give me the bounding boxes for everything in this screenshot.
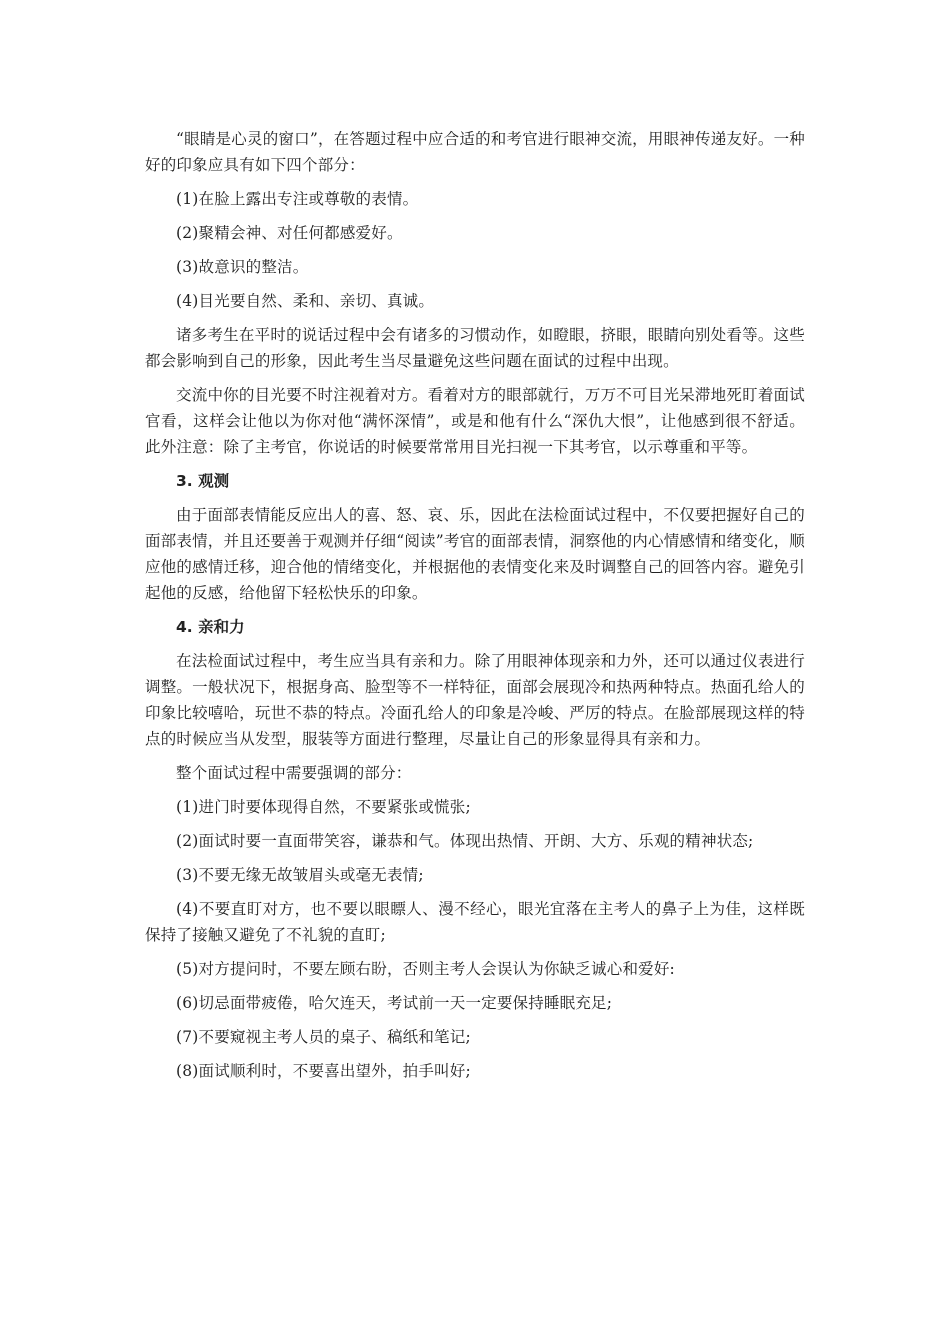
- paragraph-habits: 诸多考生在平时的说话过程中会有诸多的习惯动作，如瞪眼，挤眼，眼睛向别处看等。这些都会影响到自己的形象，因此考生当尽量避免这些问题在面试的过程中出现。: [145, 326, 805, 370]
- list-item: (6)切忌面带疲倦，哈欠连天，考试前一天一定要保持睡眠充足;: [176, 994, 613, 1012]
- paragraph-emphasis-intro: 整个面试过程中需要强调的部分：: [176, 764, 412, 782]
- section-heading-observe: 3. 观测: [176, 472, 230, 490]
- paragraph-observe: 由于面部表情能反应出人的喜、怒、哀、乐，因此在法检面试过程中，不仅要把握好自己的面部表情，并且还要善于观测并仔细“阅读”考官的面部表情，洞察他的内心情感情和绪变化，顺应他的感情迁移，迎合他的情绪变化，并根据他的表情变化来及时调整自己的回答内容。避免引起他的反感，给他留下轻松快乐的印象。: [145, 506, 805, 602]
- paragraph-eye-contact-intro: “眼睛是心灵的窗口”，在答题过程中应合适的和考官进行眼神交流，用眼神传递友好。一种好的印象应具有如下四个部分：: [145, 130, 805, 174]
- list-item: (3)故意识的整洁。: [176, 258, 309, 276]
- list-item: (4)目光要自然、柔和、亲切、真诚。: [176, 292, 435, 310]
- section-heading-affinity: 4. 亲和力: [176, 618, 245, 636]
- document-body: [145, 126, 805, 1092]
- list-item: (8)面试顺利时，不要喜出望外，拍手叫好;: [176, 1062, 471, 1080]
- list-item: (5)对方提问时，不要左顾右盼，否则主考人会误认为你缺乏诚心和爱好:: [176, 960, 675, 978]
- list-item: (3)不要无缘无故皱眉头或毫无表情;: [176, 866, 424, 884]
- list-item: (2)面试时要一直面带笑容，谦恭和气。体现出热情、开朗、大方、乐观的精神状态;: [176, 832, 754, 850]
- paragraph-affinity: 在法检面试过程中，考生应当具有亲和力。除了用眼神体现亲和力外，还可以通过仪表进行调整。一般状况下，根据身高、脸型等不一样特征，面部会展现冷和热两种特点。热面孔给人的印象比较嘻哈，玩世不恭的特点。冷面孔给人的印象是冷峻、严厉的特点。在脸部展现这样的特点的时候应当从发型，服装等方面进行整理，尽量让自己的形象显得具有亲和力。: [145, 652, 805, 748]
- list-item: (1)进门时要体现得自然，不要紧张或慌张;: [176, 798, 471, 816]
- paragraph-gaze: 交流中你的目光要不时注视着对方。看着对方的眼部就行，万万不可目光呆滞地死盯着面试官看，这样会让他以为你对他“满怀深情”，或是和他有什么“深仇大恨”，让他感到很不舒适。此外注意：除了主考官，你说话的时候要常常用目光扫视一下其考官，以示尊重和平等。: [145, 386, 805, 456]
- list-item: (4)不要直盯对方，也不要以眼瞟人、漫不经心，眼光宜落在主考人的鼻子上为佳，这样既保持了接触又避免了不礼貌的直盯;: [145, 900, 805, 944]
- list-item: (7)不要窥视主考人员的桌子、稿纸和笔记;: [176, 1028, 471, 1046]
- list-item: (2)聚精会神、对任何都感爱好。: [176, 224, 403, 242]
- list-item: (1)在脸上露出专注或尊敬的表情。: [176, 190, 419, 208]
